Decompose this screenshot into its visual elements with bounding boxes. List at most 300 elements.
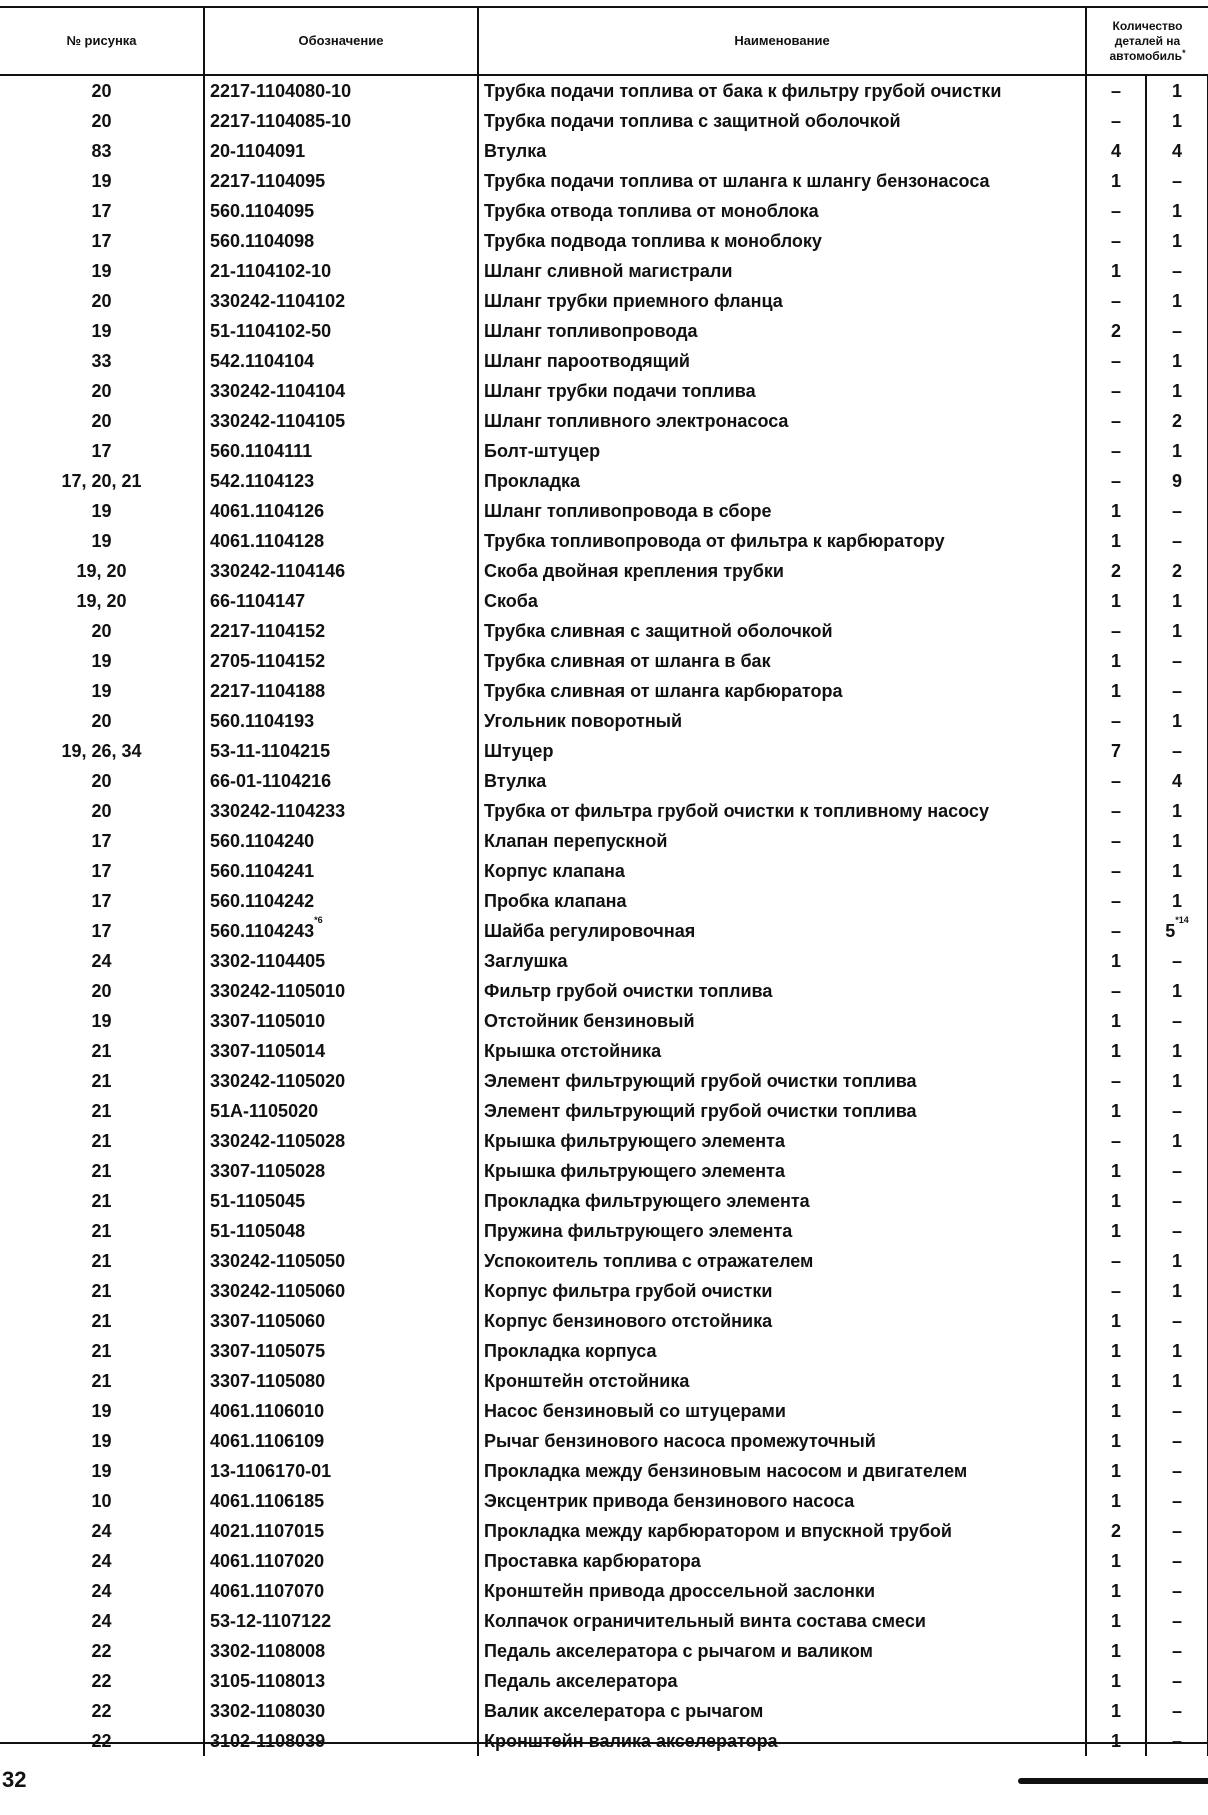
cell-code-text: 3307-1105028 bbox=[210, 1161, 326, 1181]
table-row bbox=[0, 1486, 1208, 1516]
table-row bbox=[0, 376, 1208, 406]
cell-code bbox=[204, 1666, 478, 1696]
cell-quantity-1 bbox=[1086, 1396, 1146, 1426]
cell-quantity-2-text: 1 bbox=[1172, 1281, 1183, 1301]
cell-name-text: Шланг топливного электронасоса bbox=[484, 411, 789, 431]
cell-code bbox=[204, 916, 478, 946]
table-row bbox=[0, 826, 1208, 856]
cell-quantity-2 bbox=[1146, 136, 1208, 166]
cell-figure bbox=[0, 466, 204, 496]
cell-figure-text: 20 bbox=[91, 801, 112, 821]
cell-quantity-2 bbox=[1146, 706, 1208, 736]
cell-figure-text: 20 bbox=[91, 81, 112, 101]
cell-code-text: 4061.1107020 bbox=[210, 1551, 325, 1571]
cell-name bbox=[478, 316, 1086, 346]
cell-quantity-2 bbox=[1146, 316, 1208, 346]
cell-quantity-1 bbox=[1086, 1186, 1146, 1216]
cell-name bbox=[478, 106, 1086, 136]
cell-name-text: Педаль акселератора bbox=[484, 1671, 678, 1691]
parts-table bbox=[0, 8, 1208, 1756]
cell-code bbox=[204, 1216, 478, 1246]
cell-quantity-2 bbox=[1146, 616, 1208, 646]
cell-code bbox=[204, 106, 478, 136]
cell-quantity-1-text: – bbox=[1110, 1131, 1121, 1151]
cell-code bbox=[204, 1246, 478, 1276]
cell-code-text: 2217-1104095 bbox=[210, 171, 326, 191]
cell-code bbox=[204, 736, 478, 766]
cell-quantity-2 bbox=[1146, 886, 1208, 916]
cell-quantity-2-text: – bbox=[1172, 1641, 1183, 1661]
column-header-figure: № рисунка bbox=[0, 8, 204, 75]
cell-figure-text: 17 bbox=[91, 861, 112, 881]
cell-name-text: Трубка сливная с защитной оболочкой bbox=[484, 621, 833, 641]
cell-figure bbox=[0, 1576, 204, 1606]
cell-name-text: Крышка отстойника bbox=[484, 1041, 662, 1061]
cell-quantity-1-text: 1 bbox=[1110, 1011, 1121, 1031]
cell-quantity-1 bbox=[1086, 916, 1146, 946]
cell-quantity-1-text: – bbox=[1110, 891, 1121, 911]
cell-quantity-1 bbox=[1086, 1606, 1146, 1636]
cell-name-text: Крышка фильтрующего элемента bbox=[484, 1131, 786, 1151]
cell-code bbox=[204, 75, 478, 106]
cell-quantity-1-text: 1 bbox=[1110, 1401, 1121, 1421]
cell-code-text: 2217-1104080-10 bbox=[210, 81, 352, 101]
cell-figure bbox=[0, 946, 204, 976]
cell-quantity-1-text: – bbox=[1110, 291, 1121, 311]
cell-figure-text: 19, 26, 34 bbox=[61, 741, 142, 761]
cell-code-text: 51-1105048 bbox=[210, 1221, 306, 1241]
cell-quantity-1-text: 2 bbox=[1110, 321, 1121, 341]
cell-code-text: 560.1104193 bbox=[210, 711, 315, 731]
table-row bbox=[0, 1516, 1208, 1546]
table-row bbox=[0, 1366, 1208, 1396]
cell-quantity-1 bbox=[1086, 75, 1146, 106]
cell-code bbox=[204, 1486, 478, 1516]
cell-name bbox=[478, 75, 1086, 106]
cell-quantity-1 bbox=[1086, 1666, 1146, 1696]
cell-name bbox=[478, 766, 1086, 796]
cell-quantity-2-text: – bbox=[1172, 1101, 1183, 1121]
cell-code bbox=[204, 1186, 478, 1216]
cell-figure-text: 20 bbox=[91, 981, 112, 1001]
cell-name bbox=[478, 736, 1086, 766]
cell-quantity-1-text: 1 bbox=[1110, 1371, 1121, 1391]
cell-figure-text: 17 bbox=[91, 891, 112, 911]
cell-quantity-1 bbox=[1086, 1246, 1146, 1276]
cell-figure bbox=[0, 106, 204, 136]
cell-quantity-2-text: 1 bbox=[1172, 291, 1183, 311]
cell-quantity-2 bbox=[1146, 346, 1208, 376]
cell-name-text: Крышка фильтрующего элемента bbox=[484, 1161, 786, 1181]
cell-figure bbox=[0, 556, 204, 586]
cell-quantity-2 bbox=[1146, 556, 1208, 586]
cell-quantity-1-text: 1 bbox=[1110, 1671, 1121, 1691]
cell-name bbox=[478, 196, 1086, 226]
cell-quantity-1-text: 1 bbox=[1110, 681, 1121, 701]
cell-quantity-1 bbox=[1086, 1036, 1146, 1066]
cell-quantity-1 bbox=[1086, 1156, 1146, 1186]
cell-quantity-1-text: 1 bbox=[1110, 1551, 1121, 1571]
cell-figure bbox=[0, 1306, 204, 1336]
cell-quantity-2-text: 4 bbox=[1172, 141, 1183, 161]
cell-name-text: Элемент фильтрующий грубой очистки топлива bbox=[484, 1071, 917, 1091]
cell-figure bbox=[0, 976, 204, 1006]
cell-code-text: 330242-1104102 bbox=[210, 291, 346, 311]
table-row bbox=[0, 1396, 1208, 1426]
cell-figure bbox=[0, 1546, 204, 1576]
cell-code bbox=[204, 1396, 478, 1426]
cell-code-text: 4061.1104126 bbox=[210, 501, 325, 521]
cell-quantity-2-text: – bbox=[1172, 501, 1183, 521]
cell-quantity-1 bbox=[1086, 136, 1146, 166]
cell-quantity-2 bbox=[1146, 676, 1208, 706]
cell-code bbox=[204, 826, 478, 856]
table-row bbox=[0, 1186, 1208, 1216]
cell-name-text: Шланг трубки приемного фланца bbox=[484, 291, 783, 311]
cell-quantity-1 bbox=[1086, 1006, 1146, 1036]
cell-code-text: 330242-1105010 bbox=[210, 981, 346, 1001]
cell-quantity-2 bbox=[1146, 1576, 1208, 1606]
cell-code-text: 560.1104240 bbox=[210, 831, 315, 851]
cell-code-text: 560.1104095 bbox=[210, 201, 315, 221]
cell-quantity-2-text: – bbox=[1172, 1491, 1183, 1511]
cell-name-text: Скоба двойная крепления трубки bbox=[484, 561, 784, 581]
cell-name-text: Трубка топливопровода от фильтра к карбюратору bbox=[484, 531, 945, 551]
table-row bbox=[0, 1246, 1208, 1276]
cell-quantity-1 bbox=[1086, 1696, 1146, 1726]
table-row bbox=[0, 1606, 1208, 1636]
cell-figure-text: 24 bbox=[91, 1521, 112, 1541]
cell-figure-text: 19 bbox=[91, 1461, 112, 1481]
cell-name-text: Отстойник бензиновый bbox=[484, 1011, 695, 1031]
cell-quantity-1-text: 1 bbox=[1110, 1731, 1121, 1751]
cell-figure-text: 19 bbox=[91, 651, 112, 671]
cell-name bbox=[478, 256, 1086, 286]
cell-name bbox=[478, 1336, 1086, 1366]
cell-figure-text: 17 bbox=[91, 441, 112, 461]
cell-code-text: 3302-1108008 bbox=[210, 1641, 326, 1661]
cell-code bbox=[204, 376, 478, 406]
cell-figure-text: 21 bbox=[91, 1281, 112, 1301]
cell-quantity-1-text: – bbox=[1110, 81, 1121, 101]
cell-quantity-1-text: 1 bbox=[1110, 1311, 1121, 1331]
cell-name-text: Педаль акселератора с рычагом и валиком bbox=[484, 1641, 873, 1661]
cell-code-text: 542.1104123 bbox=[210, 471, 315, 491]
cell-quantity-1 bbox=[1086, 106, 1146, 136]
cell-quantity-1 bbox=[1086, 316, 1146, 346]
cell-quantity-2-text: 1 bbox=[1172, 351, 1183, 371]
cell-quantity-2-text: – bbox=[1172, 321, 1183, 341]
cell-name-text: Успокоитель топлива с отражателем bbox=[484, 1251, 814, 1271]
column-header-name: Наименование bbox=[478, 8, 1086, 75]
cell-name bbox=[478, 886, 1086, 916]
cell-name-text: Клапан перепускной bbox=[484, 831, 668, 851]
cell-quantity-2 bbox=[1146, 1066, 1208, 1096]
cell-quantity-1-text: 1 bbox=[1110, 531, 1121, 551]
cell-code bbox=[204, 1336, 478, 1366]
cell-name-text: Шланг топливопровода bbox=[484, 321, 698, 341]
cell-quantity-2 bbox=[1146, 946, 1208, 976]
cell-name bbox=[478, 916, 1086, 946]
cell-code-text: 13-1106170-01 bbox=[210, 1461, 332, 1481]
cell-code-text: 4061.1106185 bbox=[210, 1491, 325, 1511]
cell-figure bbox=[0, 1486, 204, 1516]
table-row bbox=[0, 886, 1208, 916]
cell-name bbox=[478, 556, 1086, 586]
cell-quantity-1-text: – bbox=[1110, 231, 1121, 251]
cell-quantity-2-text: – bbox=[1172, 261, 1183, 281]
cell-quantity-1-text: 1 bbox=[1110, 171, 1121, 191]
page-number: 32 bbox=[2, 1767, 27, 1792]
cell-quantity-2-text: 1 bbox=[1172, 981, 1183, 1001]
cell-quantity-2 bbox=[1146, 1246, 1208, 1276]
cell-name-text: Втулка bbox=[484, 141, 547, 161]
cell-quantity-2 bbox=[1146, 466, 1208, 496]
cell-quantity-2 bbox=[1146, 75, 1208, 106]
cell-name bbox=[478, 1156, 1086, 1186]
cell-code bbox=[204, 946, 478, 976]
cell-quantity-2-text: – bbox=[1172, 681, 1183, 701]
cell-code-text: 3102-1108039 bbox=[210, 1731, 326, 1751]
cell-figure bbox=[0, 1426, 204, 1456]
cell-name bbox=[478, 1006, 1086, 1036]
cell-code-text: 3307-1105060 bbox=[210, 1311, 326, 1331]
cell-quantity-1-text: – bbox=[1110, 381, 1121, 401]
cell-name bbox=[478, 1666, 1086, 1696]
cell-figure-text: 20 bbox=[91, 621, 112, 641]
cell-quantity-1 bbox=[1086, 496, 1146, 526]
cell-figure bbox=[0, 646, 204, 676]
cell-code bbox=[204, 436, 478, 466]
cell-name-text: Кронштейн валика акселератора bbox=[484, 1731, 778, 1751]
cell-quantity-1 bbox=[1086, 796, 1146, 826]
cell-quantity-1 bbox=[1086, 1486, 1146, 1516]
cell-figure bbox=[0, 856, 204, 886]
cell-figure bbox=[0, 136, 204, 166]
table-row bbox=[0, 1306, 1208, 1336]
cell-code-text: 4021.1107015 bbox=[210, 1521, 325, 1541]
cell-code bbox=[204, 1156, 478, 1186]
cell-quantity-2-text: 1 bbox=[1172, 801, 1183, 821]
cell-quantity-1-text: – bbox=[1110, 111, 1121, 131]
cell-name-text: Втулка bbox=[484, 771, 547, 791]
cell-name bbox=[478, 1486, 1086, 1516]
cell-name bbox=[478, 1216, 1086, 1246]
cell-figure-text: 20 bbox=[91, 111, 112, 131]
cell-quantity-1 bbox=[1086, 1576, 1146, 1606]
table-header-row bbox=[0, 8, 1208, 75]
cell-figure bbox=[0, 1246, 204, 1276]
table-row bbox=[0, 556, 1208, 586]
cell-name-text: Прокладка фильтрующего элемента bbox=[484, 1191, 810, 1211]
cell-name-text: Колпачок ограничительный винта состава смеси bbox=[484, 1611, 926, 1631]
cell-quantity-1-text: 1 bbox=[1110, 1461, 1121, 1481]
cell-quantity-2 bbox=[1146, 1456, 1208, 1486]
cell-figure-text: 21 bbox=[91, 1161, 112, 1181]
table-row bbox=[0, 286, 1208, 316]
cell-quantity-2-text: – bbox=[1172, 1311, 1183, 1331]
table-row bbox=[0, 226, 1208, 256]
cell-quantity-2 bbox=[1146, 1486, 1208, 1516]
cell-quantity-2-text: 5 bbox=[1165, 921, 1176, 941]
cell-figure-text: 22 bbox=[91, 1731, 112, 1751]
cell-quantity-2 bbox=[1146, 196, 1208, 226]
table-row bbox=[0, 406, 1208, 436]
cell-quantity-1-text: – bbox=[1110, 921, 1121, 941]
quantity-header-mark: * bbox=[1182, 47, 1186, 58]
cell-figure-text: 17 bbox=[91, 831, 112, 851]
cell-quantity-2-text: 1 bbox=[1172, 831, 1183, 851]
cell-figure bbox=[0, 406, 204, 436]
cell-quantity-2 bbox=[1146, 496, 1208, 526]
cell-quantity-1 bbox=[1086, 1126, 1146, 1156]
cell-code-text: 66-01-1104216 bbox=[210, 771, 332, 791]
cell-quantity-1-text: 1 bbox=[1110, 1161, 1121, 1181]
cell-name bbox=[478, 856, 1086, 886]
cell-figure bbox=[0, 1066, 204, 1096]
cell-quantity-2-text: 1 bbox=[1172, 81, 1183, 101]
cell-name bbox=[478, 946, 1086, 976]
cell-figure bbox=[0, 1186, 204, 1216]
cell-code-text: 3307-1105080 bbox=[210, 1371, 326, 1391]
cell-quantity-2-text: – bbox=[1172, 1671, 1183, 1691]
cell-code bbox=[204, 1306, 478, 1336]
cell-quantity-2 bbox=[1146, 1666, 1208, 1696]
cell-quantity-2-text: 1 bbox=[1172, 1371, 1183, 1391]
cell-code bbox=[204, 586, 478, 616]
cell-figure bbox=[0, 616, 204, 646]
cell-name bbox=[478, 526, 1086, 556]
cell-figure-text: 19, 20 bbox=[76, 561, 127, 581]
cell-code-text: 20-1104091 bbox=[210, 141, 306, 161]
cell-code-text: 4061.1107070 bbox=[210, 1581, 325, 1601]
cell-code bbox=[204, 346, 478, 376]
cell-quantity-1-text: 1 bbox=[1110, 1041, 1121, 1061]
cell-code bbox=[204, 1366, 478, 1396]
cell-figure-text: 19, 20 bbox=[76, 591, 127, 611]
cell-code bbox=[204, 1036, 478, 1066]
cell-quantity-2 bbox=[1146, 1396, 1208, 1426]
table-row bbox=[0, 256, 1208, 286]
cell-quantity-2 bbox=[1146, 406, 1208, 436]
cell-code bbox=[204, 646, 478, 676]
cell-code bbox=[204, 1636, 478, 1666]
cell-name bbox=[478, 376, 1086, 406]
cell-quantity-1 bbox=[1086, 526, 1146, 556]
cell-quantity-1 bbox=[1086, 1306, 1146, 1336]
cell-quantity-2-text: 1 bbox=[1172, 1131, 1183, 1151]
cell-name-text: Корпус бензинового отстойника bbox=[484, 1311, 773, 1331]
cell-name-text: Шланг пароотводящий bbox=[484, 351, 690, 371]
cell-quantity-2 bbox=[1146, 1726, 1208, 1756]
cell-quantity-1-text: – bbox=[1110, 201, 1121, 221]
cell-name-text: Трубка от фильтра грубой очистки к топливному насосу bbox=[484, 801, 989, 821]
cell-figure bbox=[0, 826, 204, 856]
cell-name-text: Шланг сливной магистрали bbox=[484, 261, 733, 281]
table-row bbox=[0, 1276, 1208, 1306]
cell-figure bbox=[0, 766, 204, 796]
cell-figure bbox=[0, 886, 204, 916]
cell-quantity-2 bbox=[1146, 1636, 1208, 1666]
cell-figure-text: 24 bbox=[91, 1581, 112, 1601]
cell-code-text: 330242-1104233 bbox=[210, 801, 346, 821]
cell-code bbox=[204, 886, 478, 916]
cell-quantity-2-text: – bbox=[1172, 951, 1183, 971]
cell-quantity-1 bbox=[1086, 1726, 1146, 1756]
cell-quantity-1 bbox=[1086, 166, 1146, 196]
cell-figure-text: 19 bbox=[91, 171, 112, 191]
cell-quantity-2 bbox=[1146, 1006, 1208, 1036]
cell-figure bbox=[0, 1666, 204, 1696]
cell-quantity-1-text: 1 bbox=[1110, 261, 1121, 281]
cell-quantity-2-text: 1 bbox=[1172, 891, 1183, 911]
cell-figure-text: 17, 20, 21 bbox=[61, 471, 142, 491]
cell-code bbox=[204, 1276, 478, 1306]
cell-quantity-2 bbox=[1146, 976, 1208, 1006]
cell-quantity-2-footnote: *14 bbox=[1175, 916, 1189, 925]
cell-figure bbox=[0, 1696, 204, 1726]
cell-figure-text: 19 bbox=[91, 261, 112, 281]
cell-quantity-1 bbox=[1086, 1216, 1146, 1246]
cell-quantity-1 bbox=[1086, 1456, 1146, 1486]
cell-quantity-2 bbox=[1146, 1156, 1208, 1186]
cell-code-text: 330242-1105028 bbox=[210, 1131, 346, 1151]
cell-quantity-1-text: 2 bbox=[1110, 1521, 1121, 1541]
cell-code bbox=[204, 1516, 478, 1546]
cell-code-text: 51А-1105020 bbox=[210, 1101, 319, 1121]
cell-quantity-2 bbox=[1146, 106, 1208, 136]
cell-quantity-2-text: – bbox=[1172, 1431, 1183, 1451]
cell-code-text: 53-12-1107122 bbox=[210, 1611, 332, 1631]
cell-name bbox=[478, 1246, 1086, 1276]
cell-quantity-1-text: 2 bbox=[1110, 561, 1121, 581]
cell-name bbox=[478, 1426, 1086, 1456]
cell-quantity-1-text: 1 bbox=[1110, 1491, 1121, 1511]
cell-quantity-2 bbox=[1146, 796, 1208, 826]
cell-code-text: 330242-1104104 bbox=[210, 381, 346, 401]
cell-name-text: Скоба bbox=[484, 591, 538, 611]
table-row bbox=[0, 946, 1208, 976]
cell-code bbox=[204, 1426, 478, 1456]
cell-quantity-2-text: 1 bbox=[1172, 591, 1183, 611]
cell-quantity-1-text: – bbox=[1110, 861, 1121, 881]
cell-code bbox=[204, 706, 478, 736]
cell-quantity-2-text: – bbox=[1172, 1551, 1183, 1571]
cell-quantity-1 bbox=[1086, 586, 1146, 616]
cell-figure bbox=[0, 1126, 204, 1156]
cell-figure bbox=[0, 796, 204, 826]
cell-name-text: Валик акселератора с рычагом bbox=[484, 1701, 764, 1721]
cell-name-text: Корпус фильтра грубой очистки bbox=[484, 1281, 773, 1301]
cell-code bbox=[204, 1606, 478, 1636]
cell-figure bbox=[0, 1096, 204, 1126]
cell-name bbox=[478, 1696, 1086, 1726]
cell-quantity-2-text: 1 bbox=[1172, 231, 1183, 251]
cell-code-text: 560.1104241 bbox=[210, 861, 315, 881]
cell-figure-text: 24 bbox=[91, 1551, 112, 1571]
cell-code bbox=[204, 1546, 478, 1576]
cell-quantity-1 bbox=[1086, 1366, 1146, 1396]
cell-quantity-1-text: 1 bbox=[1110, 1641, 1121, 1661]
cell-figure bbox=[0, 916, 204, 946]
cell-quantity-1-text: 1 bbox=[1110, 1581, 1121, 1601]
table-row bbox=[0, 346, 1208, 376]
cell-quantity-2 bbox=[1146, 436, 1208, 466]
cell-quantity-1 bbox=[1086, 1096, 1146, 1126]
cell-quantity-2-text: 1 bbox=[1172, 711, 1183, 731]
cell-name-text: Проставка карбюратора bbox=[484, 1551, 701, 1571]
cell-name bbox=[478, 136, 1086, 166]
